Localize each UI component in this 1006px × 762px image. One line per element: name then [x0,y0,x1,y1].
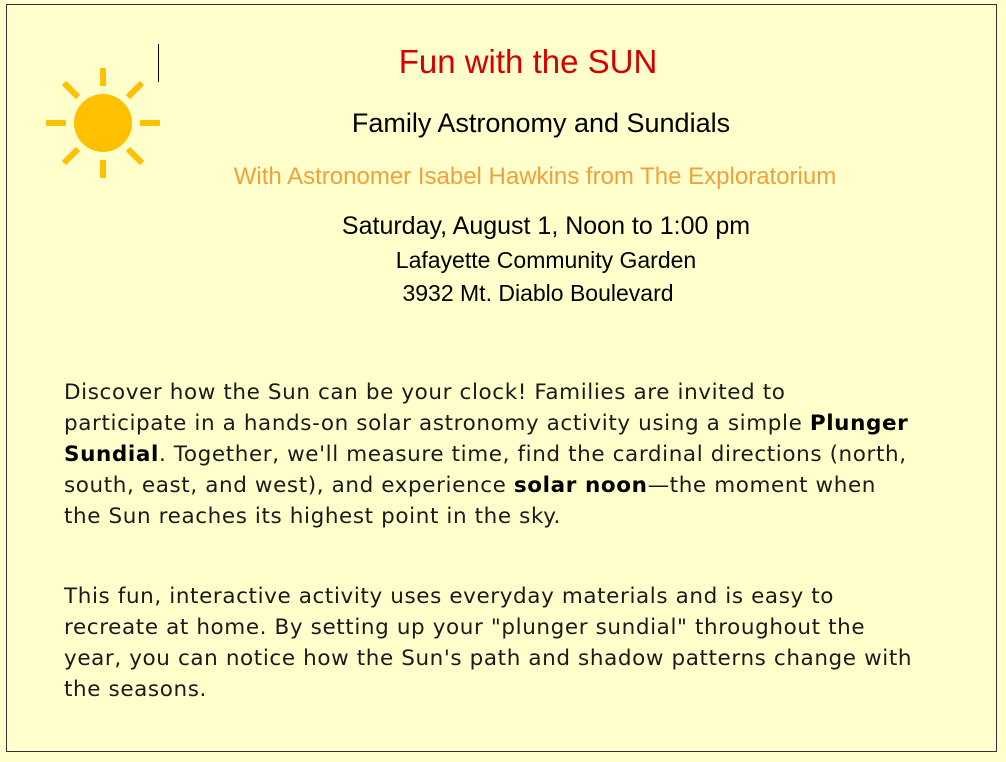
flyer-subtitle: Family Astronomy and Sundials [351,108,731,138]
event-address: 3932 Mt. Diablo Boulevard [402,280,674,306]
event-location: Lafayette Community Garden [395,247,697,273]
sun-ray-top-right [126,81,144,99]
paragraph-1-text-c: —the moment when the Sun reaches its highest point in the sky. [64,473,877,529]
paragraph-1-text-a: Discover how the Sun can be your clock! Families are invited to participate in a hands-on solar astronomy activity using a simple [64,380,810,436]
event-date-time: Saturday, August 1, Noon to 1:00 pm [341,212,751,240]
flyer-title: Fun with the SUN [398,43,658,80]
paragraph-1-text-b: . Together, we'll measure time, find the cardinal directions (north, south, east, and west), and experience [64,442,907,498]
plunger-sundial-term: Plunger Sundial [64,411,909,467]
presenter-line: With Astronomer Isabel Hawkins from The Exploratorium [233,163,837,190]
description-paragraph-1 [64,377,914,532]
description-paragraph-2: This fun, interactive activity uses everyday materials and is easy to recreate at home. By setting up your "plunger sundial" throughout the year, you can notice how the Sun's path and shadow patterns change with the seasons. [64,584,913,702]
sun-ray-top-left [62,81,80,99]
solar-noon-term: solar noon [513,473,648,498]
